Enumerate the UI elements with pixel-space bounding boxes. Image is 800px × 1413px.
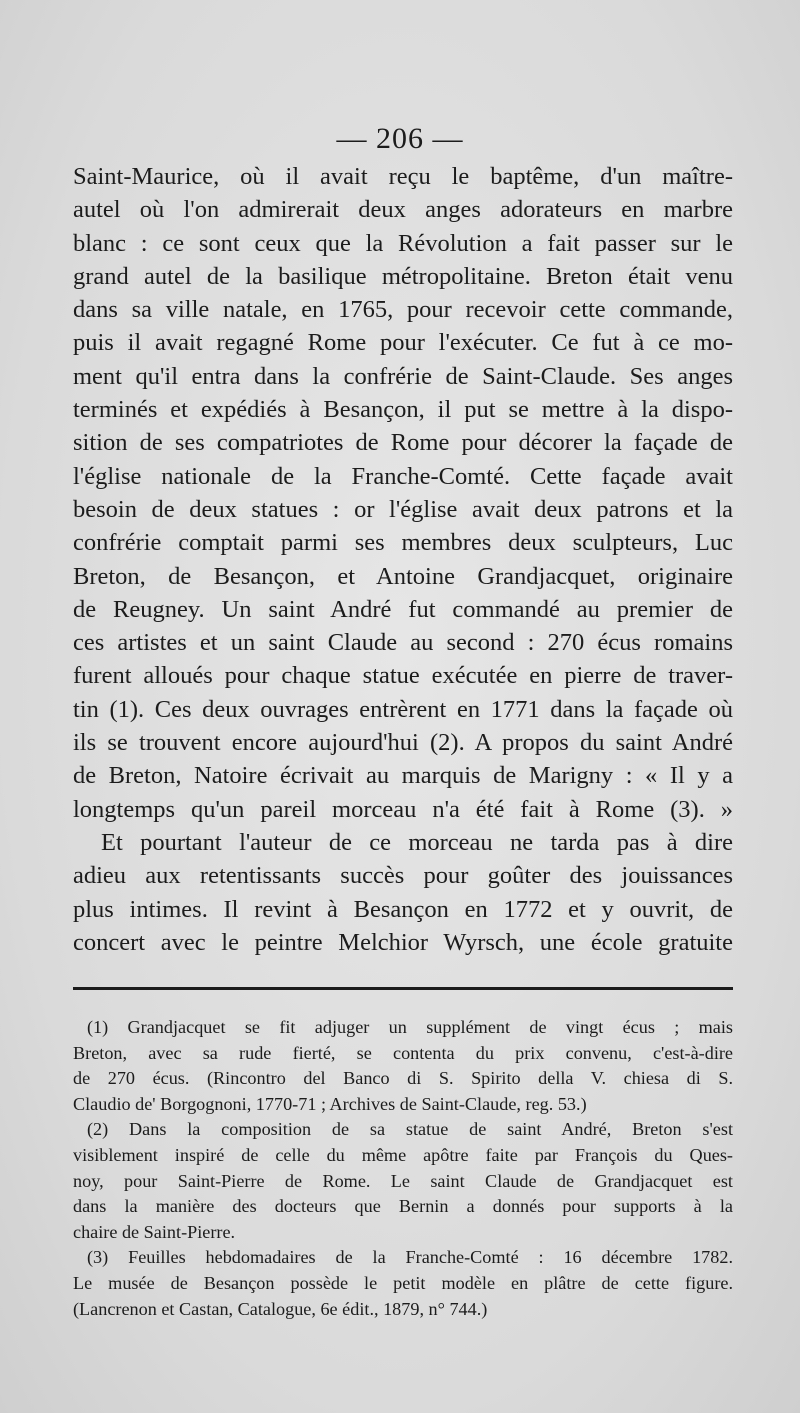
text-line: l'église nationale de la Franche-Comté. Cette façade avait (73, 462, 733, 490)
text-line: besoin de deux statues : or l'église avait deux patrons et la (73, 495, 733, 523)
text-line: adieu aux retentissants succès pour goûter des jouissances (73, 862, 733, 890)
text-line: de Reugney. Un saint André fut commandé au premier de (73, 595, 733, 623)
footnote-line: (Lancrenon et Castan, Catalogue, 6e édit., 1879, n° 744.) (73, 1298, 488, 1319)
text-line: concert avec le peintre Melchior Wyrsch, une école gratuite (73, 928, 733, 956)
text-line: autel où l'on admirerait deux anges adorateurs en marbre (73, 196, 733, 224)
page-number: — 206 — (336, 122, 464, 155)
footnote-line: visiblement inspiré de celle du même apôtre faite par François du Ques- (73, 1144, 733, 1165)
text-line: dans sa ville natale, en 1765, pour recevoir cette commande, (73, 296, 733, 324)
footnote-line: Le musée de Besançon possède le petit modèle en plâtre de cette figure. (73, 1272, 733, 1293)
footnotes (73, 1015, 733, 1322)
text-line: Saint-Maurice, où il avait reçu le baptême, d'un maître- (73, 163, 733, 190)
text-line: grand autel de la basilique métropolitaine. Breton était venu (73, 262, 733, 290)
text-line: Breton, de Besançon, et Antoine Grandjacquet, originaire (73, 562, 733, 590)
footnote-line: de 270 écus. (Rincontro del Banco di S. Spirito della V. chiesa di S. (73, 1068, 733, 1089)
footnote-line: (2) Dans la composition de sa statue de saint André, Breton s'est (87, 1119, 733, 1140)
text-line: sition de ses compatriotes de Rome pour décorer la façade de (73, 429, 733, 457)
text-line: de Breton, Natoire écrivait au marquis de Marigny : « Il y a (73, 762, 733, 790)
footnote-line: Breton, avec sa rude fierté, se contenta du prix convenu, c'est-à-dire (73, 1042, 733, 1063)
text-line: confrérie comptait parmi ses membres deux sculpteurs, Luc (73, 529, 733, 557)
footnote-line: Claudio de' Borgognoni, 1770-71 ; Archives de Saint-Claude, reg. 53.) (73, 1093, 587, 1114)
text-line: tin (1). Ces deux ouvrages entrèrent en 1771 dans la façade où (73, 695, 733, 723)
text-line: blanc : ce sont ceux que la Révolution a fait passer sur le (73, 229, 733, 257)
footnote-line: dans la manière des docteurs que Bernin a donnés pour supports à la (73, 1196, 733, 1217)
footnote-line: noy, pour Saint-Pierre de Rome. Le saint Claude de Grandjacquet est (73, 1170, 733, 1191)
footnote-divider (73, 987, 733, 990)
text-line: longtemps qu'un pareil morceau n'a été fait à Rome (3). » (73, 795, 733, 823)
text-line: ils se trouvent encore aujourd'hui (2). A propos du saint André (73, 729, 733, 757)
main-text (73, 160, 733, 959)
text-line: Et pourtant l'auteur de ce morceau ne tarda pas à dire (101, 828, 733, 856)
footnote-line: (1) Grandjacquet se fit adjuger un supplément de vingt écus ; mais (87, 1017, 733, 1037)
footnote-line: chaire de Saint-Pierre. (73, 1221, 236, 1242)
text-line: furent alloués pour chaque statue exécutée en pierre de traver- (73, 662, 733, 690)
text-line: terminés et expédiés à Besançon, il put se mettre à la dispo- (73, 396, 733, 424)
footnote-line: (3) Feuilles hebdomadaires de la Franche-Comté : 16 décembre 1782. (87, 1247, 733, 1268)
text-line: plus intimes. Il revint à Besançon en 1772 et y ouvrit, de (73, 895, 733, 923)
text-line: ment qu'il entra dans la confrérie de Saint-Claude. Ses anges (73, 362, 733, 390)
text-line: ces artistes et un saint Claude au second : 270 écus romains (73, 629, 733, 657)
text-line: puis il avait regagné Rome pour l'exécuter. Ce fut à ce mo- (73, 329, 733, 357)
